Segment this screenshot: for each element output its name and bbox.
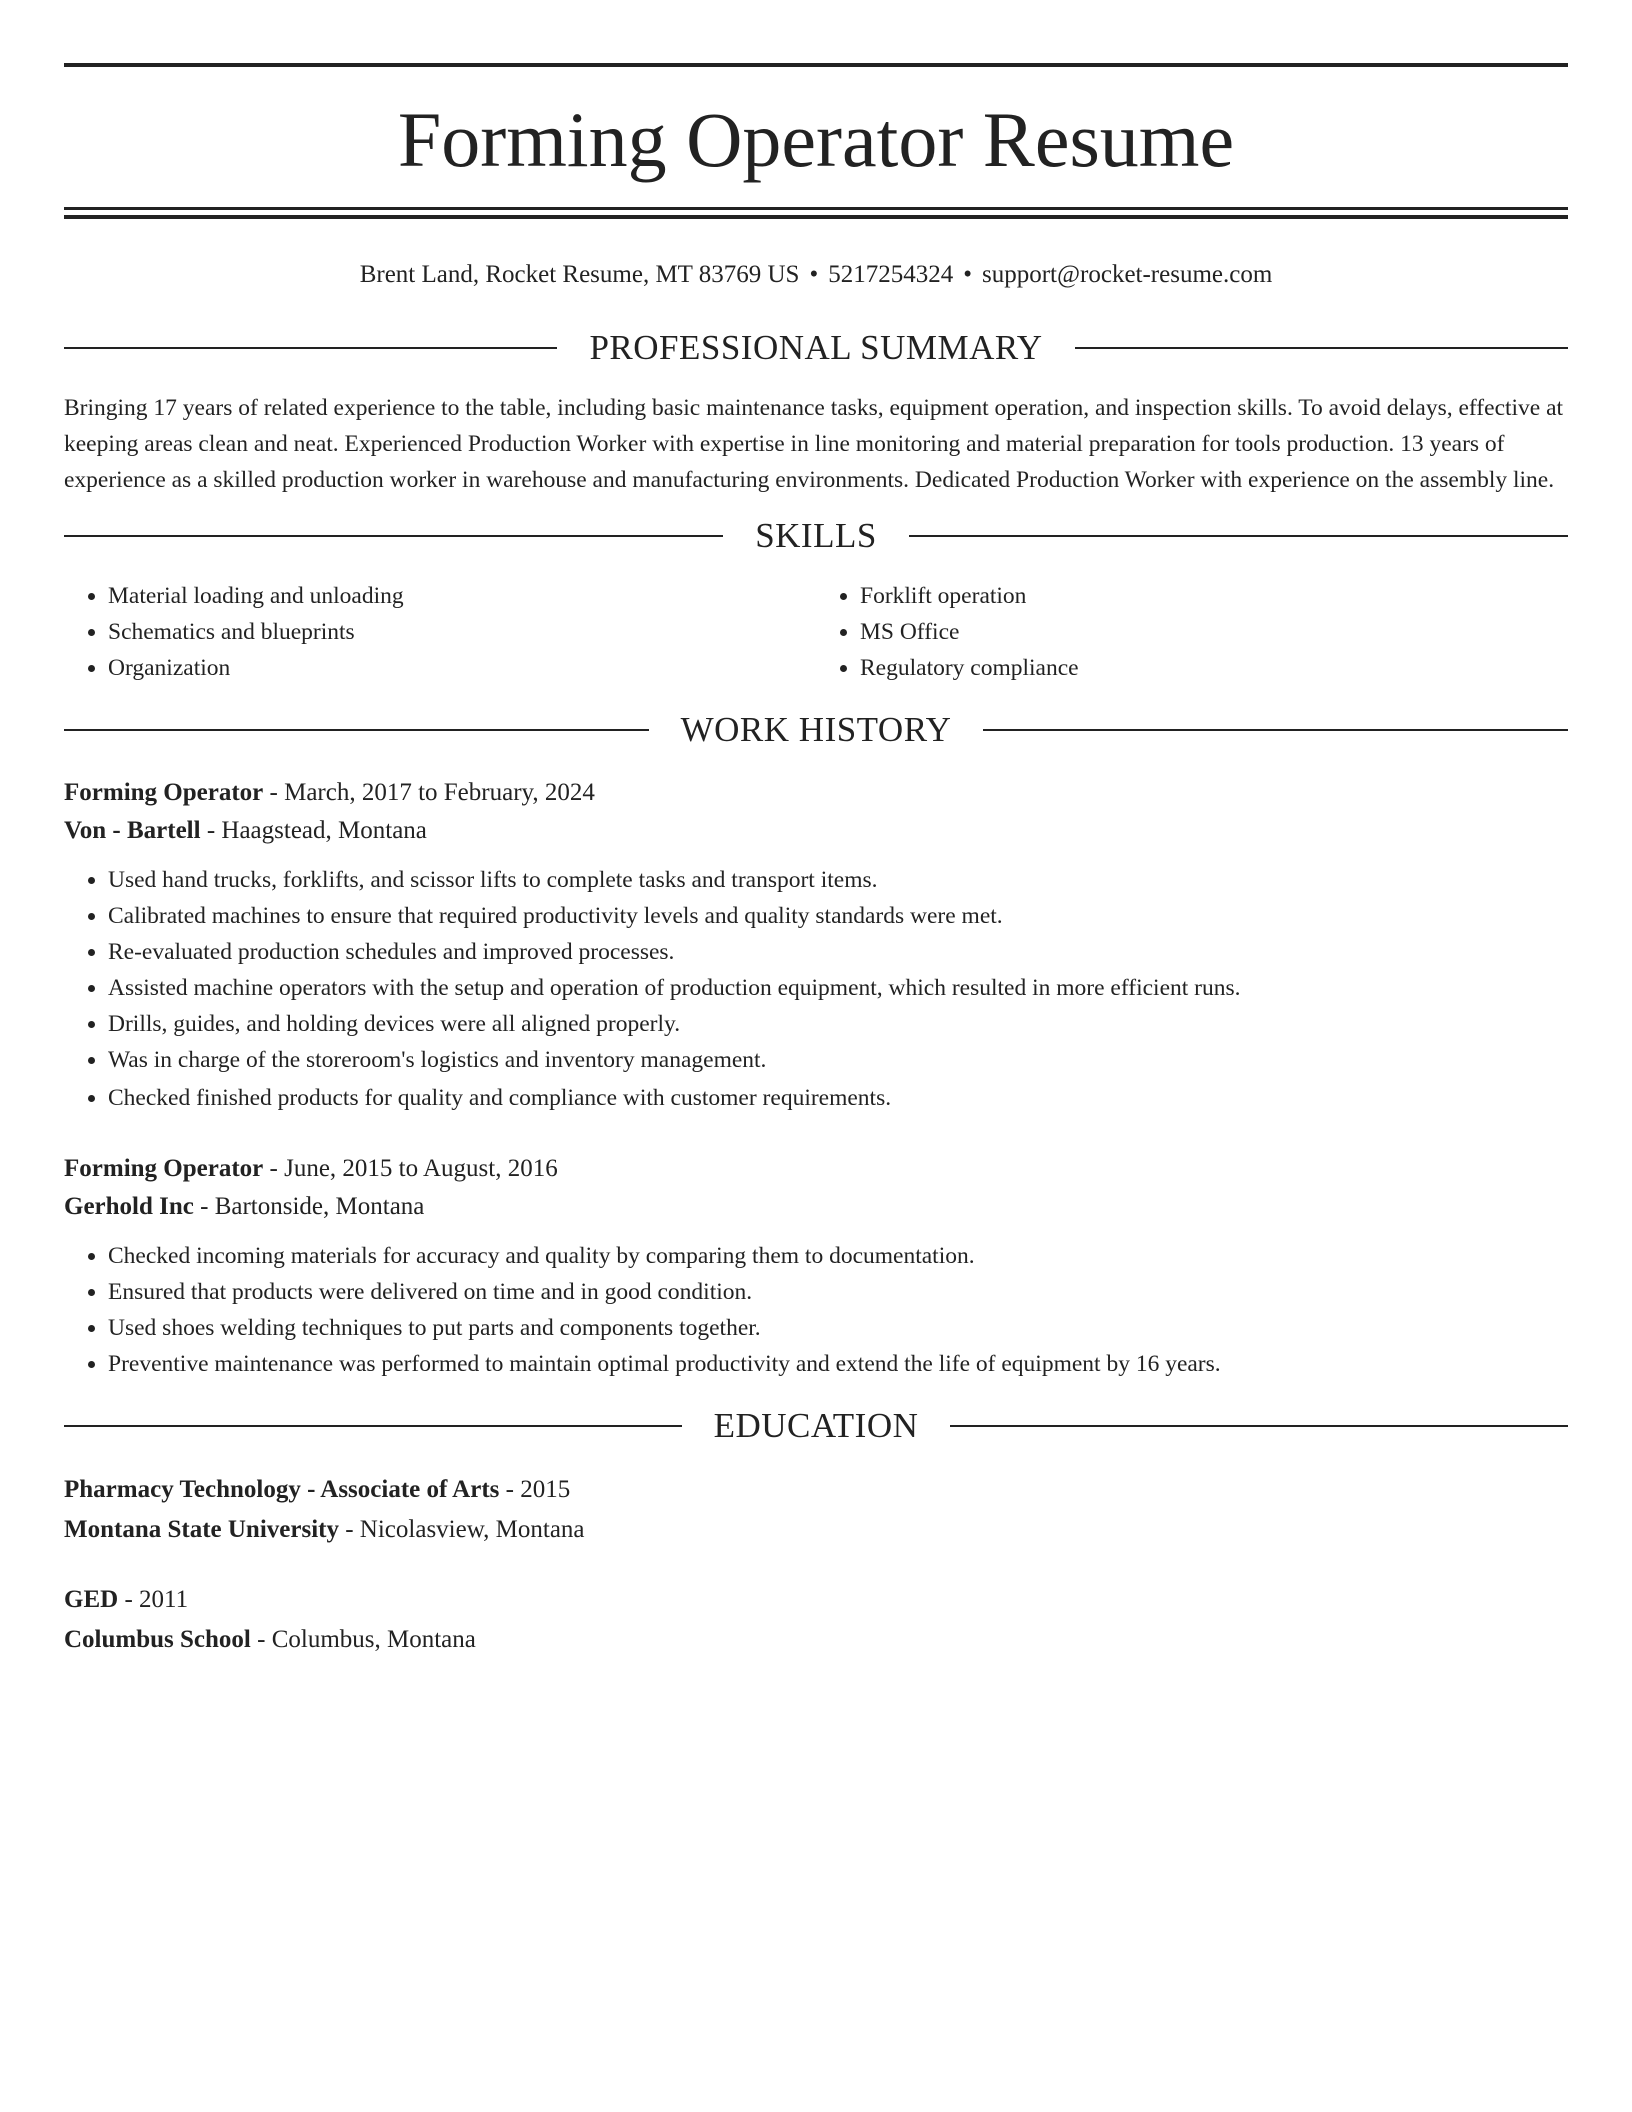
job-location: - Bartonside, Montana <box>193 1193 425 1220</box>
education-location: - Columbus, Montana <box>250 1626 476 1653</box>
contact-address: Brent Land, Rocket Resume, MT 83769 US <box>359 261 800 288</box>
education-degree: Pharmacy Technology - Associate of Arts <box>64 1476 500 1503</box>
contact-phone: 5217254324 <box>828 261 954 288</box>
skill-item: • Organization <box>108 650 816 686</box>
heading-rule-right <box>950 1425 1568 1427</box>
skill-item: • Regulatory compliance <box>860 650 1568 686</box>
summary-heading-label: PROFESSIONAL SUMMARY <box>589 328 1043 367</box>
job-company: Gerhold Inc <box>64 1193 194 1220</box>
education-year: - 2015 <box>499 1476 571 1503</box>
job-bullet: • Drills, guides, and holding devices were all aligned properly. <box>108 1006 1568 1042</box>
job-bullets <box>64 1238 1568 1382</box>
skill-item: • Schematics and blueprints <box>108 614 816 650</box>
heading-rule-right <box>909 535 1568 537</box>
skill-item: • Forklift operation <box>860 578 1568 614</box>
education-entry <box>64 1470 1568 1550</box>
education-section-heading <box>64 1396 1568 1456</box>
job-bullet: • Re-evaluated production schedules and improved processes. <box>108 934 1568 970</box>
education-year: - 2011 <box>118 1586 189 1613</box>
contact-separator: • <box>809 261 819 288</box>
skills-heading-label: SKILLS <box>755 516 877 555</box>
skills-list <box>64 578 1568 686</box>
education-degree-line <box>64 1580 1568 1620</box>
education-school-line <box>64 1620 1568 1660</box>
education-location: - Nicolasview, Montana <box>338 1516 585 1543</box>
job-title: Forming Operator <box>64 1155 264 1182</box>
job-entry <box>64 774 1568 1116</box>
skills-section-heading <box>64 506 1568 566</box>
job-bullet: • Preventive maintenance was performed to maintain optimal productivity and extend the life of equipment by 16 years. <box>108 1346 1568 1382</box>
heading-rule-left <box>64 347 557 349</box>
job-bullet: • Checked finished products for quality and compliance with customer requirements. <box>108 1080 1568 1116</box>
skill-item: • MS Office <box>860 614 1568 650</box>
education-degree: GED <box>64 1586 119 1613</box>
contact-separator: • <box>963 261 972 288</box>
job-title-line <box>64 1150 1568 1188</box>
heading-rule-right <box>983 729 1568 731</box>
job-dates: - March, 2017 to February, 2024 <box>263 779 595 806</box>
job-company-line <box>64 812 1568 850</box>
job-bullets <box>64 862 1568 1116</box>
education-degree-line <box>64 1470 1568 1510</box>
job-bullet: • Used shoes welding techniques to put parts and components together. <box>108 1310 1568 1346</box>
education-school: Montana State University <box>64 1516 339 1543</box>
skills-column-left <box>64 578 816 686</box>
work-section-heading <box>64 700 1568 760</box>
job-title: Forming Operator <box>64 779 264 806</box>
heading-rule-left <box>64 729 649 731</box>
resume-page <box>64 0 1568 1660</box>
job-company: Von - Bartell <box>64 817 201 844</box>
skills-column-right <box>816 578 1568 686</box>
top-rule <box>64 63 1568 67</box>
job-bullet: • Checked incoming materials for accuracy and quality by comparing them to documentation. <box>108 1238 1568 1274</box>
heading-rule-left <box>64 1425 682 1427</box>
title-double-rule <box>64 207 1568 219</box>
contact-email: support@rocket-resume.com <box>982 261 1273 288</box>
job-title-line <box>64 774 1568 812</box>
job-bullet: • Assisted machine operators with the setup and operation of production equipment, which resulted in more efficient runs. <box>108 970 1568 1006</box>
job-bullet: • Used hand trucks, forklifts, and scissor lifts to complete tasks and transport items. <box>108 862 1568 898</box>
education-school: Columbus School <box>64 1626 251 1653</box>
job-bullet: • Was in charge of the storeroom's logistics and inventory management. <box>108 1042 1568 1078</box>
summary-section-heading <box>64 318 1568 378</box>
summary-text: Bringing 17 years of related experience to the table, including basic maintenance tasks, equipment operation, and inspection skills. To avoid delays, effective at keeping areas clean and neat. Experienced Production Worker with expertise in line monitoring and material preparation for tools production. 13 years of experience as a skilled production worker in warehouse and manufacturing environments. Dedicated Production Worker with experience on the assembly line. <box>64 395 1564 493</box>
work-heading-label: WORK HISTORY <box>680 710 952 749</box>
skill-item: • Material loading and unloading <box>108 578 816 614</box>
heading-rule-right <box>1075 347 1568 349</box>
education-heading-label: EDUCATION <box>713 1406 919 1445</box>
job-company-line <box>64 1188 1568 1226</box>
job-entry <box>64 1150 1568 1382</box>
education-entry <box>64 1580 1568 1660</box>
contact-line <box>64 255 1568 295</box>
education-school-line <box>64 1510 1568 1550</box>
job-bullet: • Calibrated machines to ensure that required productivity levels and quality standards were met. <box>108 898 1568 934</box>
job-bullet: • Ensured that products were delivered on time and in good condition. <box>108 1274 1568 1310</box>
heading-rule-left <box>64 535 723 537</box>
resume-title: Forming Operator Resume <box>397 96 1235 183</box>
job-location: - Haagstead, Montana <box>200 817 427 844</box>
job-dates: - June, 2015 to August, 2016 <box>263 1155 558 1182</box>
